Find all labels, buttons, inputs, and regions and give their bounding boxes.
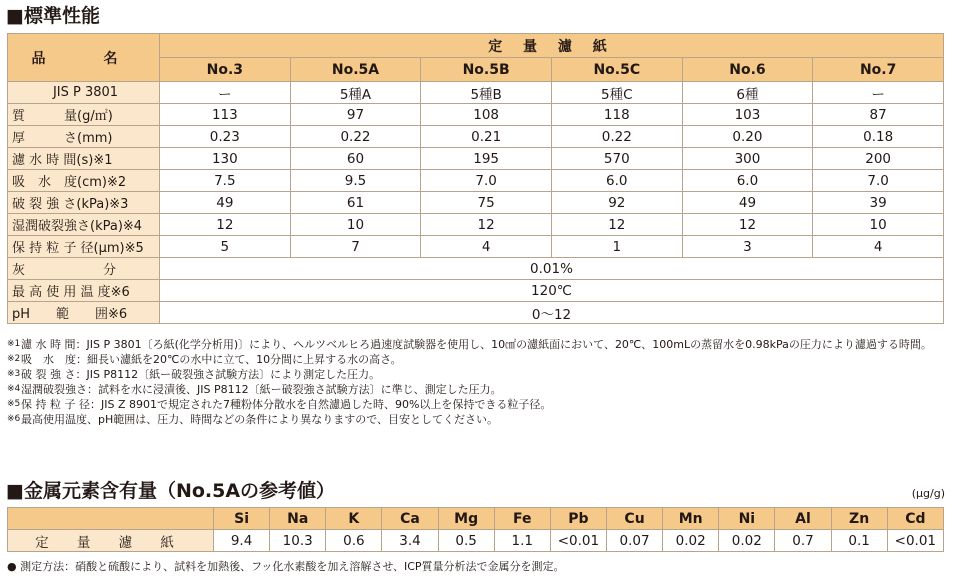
spec-cell: 7 [290,236,421,258]
spec-row-label: 質 量(g/㎡) [8,104,160,126]
footnote-text: 最高使用温度、pH範囲は、圧力、時間などの条件により異なりますので、目安としてください。 [21,413,499,426]
spec-cell: 12 [551,214,682,236]
spec-cell: 10 [813,214,944,236]
element-header: Mg [438,508,494,530]
spec-cell: 4 [813,236,944,258]
footnote-mark: ※6 [7,414,21,424]
spec-cell: ー [160,82,291,104]
element-value: 9.4 [214,530,270,552]
spec-merged-cell: 0.01% [160,258,944,280]
spec-cell: 0.21 [421,126,552,148]
element-header: K [326,508,382,530]
metal-table [7,507,944,552]
element-header: Si [214,508,270,530]
spec-cell: 6.0 [551,170,682,192]
column-header: No.5A [290,58,421,82]
spec-cell: 3 [682,236,813,258]
column-header: No.7 [813,58,944,82]
spec-section-title: ■標準性能 [6,5,100,27]
footnote-text: 吸 水 度：細長い濾紙を20℃の水中に立て、10分間に上昇する水の高さ。 [21,353,402,366]
spec-row-label: 湿潤破裂強さ(kPa)※4 [8,214,160,236]
footnote-mark: ※1 [7,339,21,349]
metal-element-row [8,508,944,530]
element-value: <0.01 [887,530,943,552]
element-header: Zn [831,508,887,530]
spec-cell: 49 [682,192,813,214]
element-header: Mn [663,508,719,530]
spec-cell: 0.22 [551,126,682,148]
element-header: Na [270,508,326,530]
element-value: 0.02 [663,530,719,552]
element-header: Ni [719,508,775,530]
spec-cell: 300 [682,148,813,170]
column-header: No.3 [160,58,291,82]
spec-row-label: 灰 分 [8,258,160,280]
footnote-line [7,412,947,427]
element-header: Fe [494,508,550,530]
footnote-mark: ※4 [7,384,21,394]
spec-cell: 200 [813,148,944,170]
spec-cell: 195 [421,148,552,170]
element-value: <0.01 [550,530,606,552]
spec-cell: 10 [290,214,421,236]
element-value: 1.1 [494,530,550,552]
footnote-mark: ※2 [7,354,21,364]
element-header: Al [775,508,831,530]
element-value: 10.3 [270,530,326,552]
column-header: No.6 [682,58,813,82]
element-value: 0.1 [831,530,887,552]
footnote-line [7,352,947,367]
spec-cell: 108 [421,104,552,126]
spec-cell: 5 [160,236,291,258]
element-value: 0.02 [719,530,775,552]
footnotes [7,337,947,427]
spec-row-label: JIS P 3801 [8,82,160,104]
footnote-mark: ※3 [7,369,21,379]
footnote-text: 破 裂 強 さ：JIS P8112〔紙ー破裂強さ試験方法〕により測定した圧力。 [21,368,381,381]
metal-corner-cell [8,508,214,530]
spec-cell: 1 [551,236,682,258]
spec-cell: 75 [421,192,552,214]
footnote-line [7,337,947,352]
spec-table [7,33,944,324]
element-header: Ca [382,508,438,530]
metal-section-title: ■金属元素含有量（No.5Aの参考値） [6,480,336,502]
spec-row-label: 吸 水 度(cm)※2 [8,170,160,192]
spec-cell: 5種A [290,82,421,104]
footnote-text: 保 持 粒 子 径：JIS Z 8901で規定された7種粉体分散水を自然濾過した時、90%以上を保持できる粒子径。 [21,398,552,411]
spec-row-label: 破 裂 強 さ(kPa)※3 [8,192,160,214]
element-value: 3.4 [382,530,438,552]
spec-row [8,214,944,236]
spec-cell: 0.20 [682,126,813,148]
spec-row-label: 最 高 使 用 温 度※6 [8,280,160,302]
spec-row [8,104,944,126]
footnote-mark: ※5 [7,399,21,409]
spec-merged-cell: 120℃ [160,280,944,302]
spec-cell: 6種 [682,82,813,104]
spec-cell: 7.0 [813,170,944,192]
element-value: 0.7 [775,530,831,552]
spec-cell: 6.0 [682,170,813,192]
column-header: No.5B [421,58,552,82]
element-header: Pb [550,508,606,530]
spec-row [8,126,944,148]
spec-cell: 0.18 [813,126,944,148]
spec-cell: 103 [682,104,813,126]
spec-cell: 39 [813,192,944,214]
footnote-line [7,382,947,397]
element-header: Cu [606,508,662,530]
spec-cell: 49 [160,192,291,214]
spec-row-label: 厚 さ(mm) [8,126,160,148]
spec-cell: 7.0 [421,170,552,192]
spec-row [8,82,944,104]
spec-cell: 92 [551,192,682,214]
spec-cell: ー [813,82,944,104]
spec-header-row [8,34,944,58]
metal-value-row [8,530,944,552]
spec-cell: 4 [421,236,552,258]
footnote-line [7,367,947,382]
spec-row [8,148,944,170]
spec-cell: 570 [551,148,682,170]
spec-merged-row [8,258,944,280]
spec-cell: 5種C [551,82,682,104]
metal-unit: (μg/g) [911,487,945,500]
spec-merged-cell: 0〜12 [160,302,944,324]
spec-row [8,236,944,258]
element-value: 0.07 [606,530,662,552]
spec-cell: 130 [160,148,291,170]
spec-cell: 12 [682,214,813,236]
spec-cell: 113 [160,104,291,126]
spec-cell: 61 [290,192,421,214]
filter-group-header: 定 量 濾 紙 [160,34,944,58]
spec-cell: 97 [290,104,421,126]
product-name-header: 品 名 [8,34,160,82]
footnote-text: 湿潤破裂強さ：試料を水に浸漬後、JIS P8112〔紙ー破裂強さ試験方法〕に準じ、測定した圧力。 [21,383,502,396]
spec-cell: 118 [551,104,682,126]
metal-row-label: 定 量 濾 紙 [8,530,214,552]
spec-row-label: 保 持 粒 子 径(μm)※5 [8,236,160,258]
element-value: 0.5 [438,530,494,552]
spec-row-label: pH 範 囲※6 [8,302,160,324]
spec-row-label: 濾 水 時 間(s)※1 [8,148,160,170]
spec-row [8,170,944,192]
footnote-text: 濾 水 時 間：JIS P 3801〔ろ紙(化学分析用)〕により、ヘルツベルヒろ過速度試験器を使用し、10㎠の濾紙面において、20℃、100mLの蒸留水を0.98kPaの圧力により濾過する時間。 [21,338,932,351]
spec-cell: 12 [160,214,291,236]
spec-cell: 87 [813,104,944,126]
spec-cell: 5種B [421,82,552,104]
element-header: Cd [887,508,943,530]
spec-cell: 0.23 [160,126,291,148]
spec-cell: 9.5 [290,170,421,192]
element-value: 0.6 [326,530,382,552]
spec-cell: 60 [290,148,421,170]
spec-row [8,192,944,214]
spec-cell: 7.5 [160,170,291,192]
spec-cell: 12 [421,214,552,236]
measurement-method: ● 測定方法：硝酸と硫酸により、試料を加熱後、フッ化水素酸を加え溶解させ、ICP質量分析法で金属分を測定。 [7,560,565,573]
spec-merged-row [8,302,944,324]
spec-cell: 0.22 [290,126,421,148]
column-header: No.5C [551,58,682,82]
footnote-line [7,397,947,412]
spec-merged-row [8,280,944,302]
